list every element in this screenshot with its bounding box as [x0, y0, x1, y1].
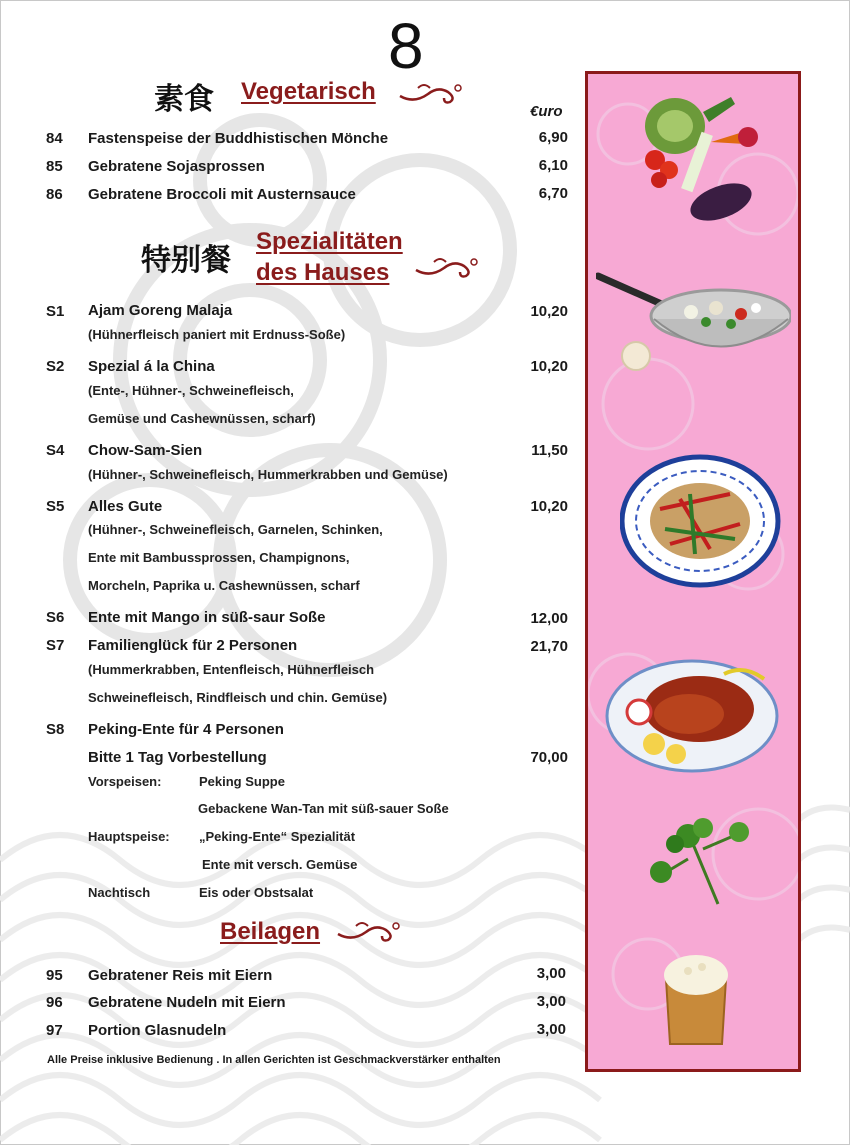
peking-preorder-note: Bitte 1 Tag Vorbestellung — [88, 749, 267, 766]
item-number: 85 — [46, 158, 63, 175]
swirl-ornament-icon — [336, 918, 400, 944]
item-price: 21,70 — [530, 638, 568, 655]
item-number: 95 — [46, 967, 63, 984]
swirl-ornament-icon — [414, 254, 478, 280]
item-description: Ente mit Bambussprossen, Champignons, — [88, 550, 350, 565]
currency-header: €uro — [530, 103, 563, 120]
vegetables-image — [633, 92, 763, 227]
vegetarian-chinese-title: 素食 — [154, 82, 214, 117]
item-number: S6 — [46, 609, 65, 626]
specials-title-line2: des Hauses — [256, 259, 390, 286]
item-number: S2 — [46, 358, 65, 375]
item-name: Gebratener Reis mit Eiern — [88, 967, 273, 984]
item-number: S4 — [46, 442, 65, 459]
item-description: Schweinefleisch, Rindfleisch und chin. Gemüse) — [88, 690, 388, 705]
course-item: Peking Suppe — [199, 774, 285, 789]
item-name: Chow-Sam-Sien — [88, 442, 203, 459]
item-number: 84 — [46, 130, 63, 147]
item-name: Portion Glasnudeln — [88, 1022, 227, 1039]
item-name: Gebratene Broccoli mit Austernsauce — [88, 186, 356, 203]
item-name: Spezial á la China — [88, 358, 215, 375]
course-label: Nachtisch — [88, 885, 151, 900]
item-price: 6,70 — [538, 185, 568, 202]
item-description: (Hühnerfleisch paniert mit Erdnuss-Soße) — [88, 327, 346, 342]
item-description: Gemüse und Cashewnüssen, scharf) — [88, 411, 316, 426]
wok-image — [596, 264, 791, 379]
item-description: (Hühner-, Schweinefleisch, Garnelen, Schinken, — [88, 522, 383, 537]
item-number: 97 — [46, 1022, 63, 1039]
item-name: Fastenspeise der Buddhistischen Mönche — [88, 130, 389, 147]
item-price: 6,10 — [538, 157, 568, 174]
course-item: Eis oder Obstsalat — [199, 885, 314, 900]
item-name: Peking-Ente für 4 Personen — [88, 721, 284, 738]
parsley-image — [643, 814, 753, 909]
sides-section-title: Beilagen — [220, 918, 321, 945]
item-price: 70,00 — [530, 749, 568, 766]
item-name: Alles Gute — [88, 498, 163, 515]
item-description: (Ente-, Hühner-, Schweinefleisch, — [88, 383, 294, 398]
item-number: S7 — [46, 637, 65, 654]
course-label: Vorspeisen: — [88, 774, 162, 789]
item-number: 86 — [46, 186, 63, 203]
item-price: 3,00 — [536, 1021, 566, 1038]
item-price: 12,00 — [530, 610, 568, 627]
course-item: Ente mit versch. Gemüse — [202, 857, 358, 872]
item-price: 11,50 — [531, 442, 568, 459]
course-label: Hauptspeise: — [88, 829, 170, 844]
item-price: 3,00 — [536, 965, 566, 982]
item-name: Ajam Goreng Malaja — [88, 302, 233, 319]
course-item: Gebackene Wan-Tan mit süß-sauer Soße — [198, 801, 449, 816]
item-description: Morcheln, Paprika u. Cashewnüssen, scharf — [88, 578, 360, 593]
item-price: 10,20 — [530, 498, 568, 515]
food-image-panel — [585, 71, 801, 1072]
item-price: 3,00 — [536, 993, 566, 1010]
specials-chinese-title: 特别餐 — [141, 243, 231, 278]
page-number: 8 — [388, 10, 424, 82]
roast-duck-platter-image — [604, 654, 779, 779]
stir-fry-plate-image — [620, 454, 782, 589]
item-number: S1 — [46, 303, 65, 320]
swirl-ornament-icon — [398, 80, 462, 106]
item-number: S5 — [46, 498, 65, 515]
item-number: 96 — [46, 994, 63, 1011]
item-name: Familienglück für 2 Personen — [88, 637, 298, 654]
item-name: Gebratene Nudeln mit Eiern — [88, 994, 286, 1011]
item-description: (Hühner-, Schweinefleisch, Hummerkrabben und Gemüse) — [88, 467, 448, 482]
specials-title-line1: Spezialitäten — [256, 228, 403, 255]
item-name: Gebratene Sojasprossen — [88, 158, 265, 175]
rice-bowl-image — [660, 949, 735, 1054]
item-description: (Hummerkrabben, Entenfleisch, Hühnerfleisch — [88, 662, 375, 677]
item-price: 6,90 — [538, 129, 568, 146]
footer-note: Alle Preise inklusive Bedienung . In allen Gerichten ist Geschmackverstärker enthalten — [47, 1054, 501, 1066]
course-item: „Peking-Ente“ Spezialität — [199, 829, 356, 844]
vegetarian-section-title: Vegetarisch — [241, 78, 376, 105]
item-number: S8 — [46, 721, 65, 738]
item-price: 10,20 — [530, 303, 568, 320]
item-name: Ente mit Mango in süß-saur Soße — [88, 609, 326, 626]
item-price: 10,20 — [530, 358, 568, 375]
